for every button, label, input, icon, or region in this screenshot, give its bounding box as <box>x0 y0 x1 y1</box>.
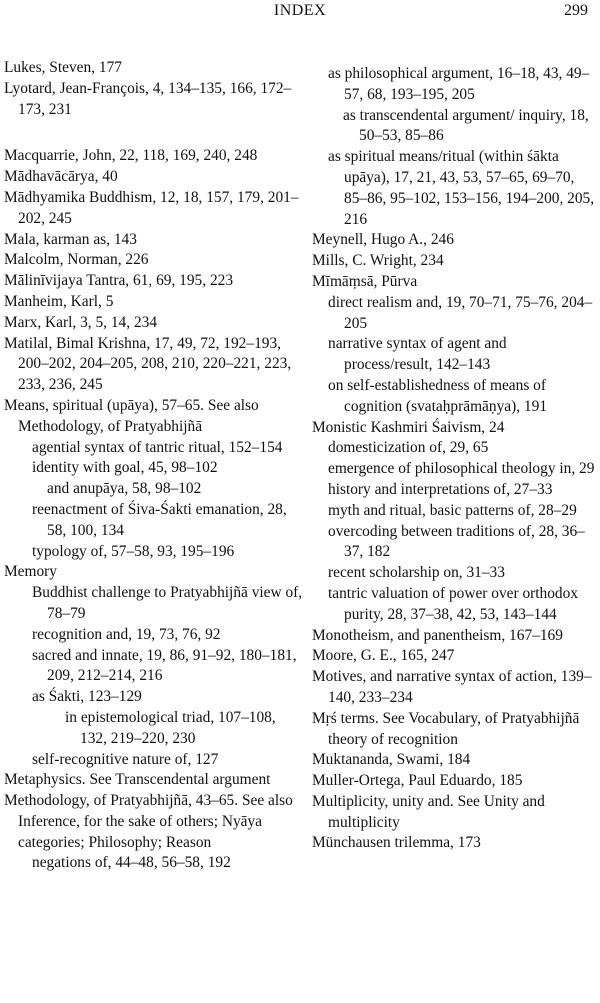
section-gap <box>4 120 304 146</box>
index-subentry: overcoding between traditions of, 28, 36–37, 182 <box>328 522 585 561</box>
index-column-left <box>4 58 304 874</box>
index-entry: Marx, Karl, 3, 5, 14, 234 <box>4 313 158 331</box>
index-entry: Monotheism, and panentheism, 167–169 <box>312 626 563 644</box>
index-entry: Mīmāṃsā, Pūrva <box>312 272 418 290</box>
index-entry: Matilal, Bimal Krishna, 17, 49, 72, 192–193, 200–202, 204–205, 208, 210, 220–221, 223, 233, 236, 245 <box>4 334 292 394</box>
index-entry: Mādhyamika Buddhism, 12, 18, 157, 179, 201–202, 245 <box>4 188 299 227</box>
index-subentry: narrative syntax of agent and process/result, 142–143 <box>328 335 507 374</box>
index-subentry: reenactment of Śiva-Śakti emanation, 28, 58, 100, 134 <box>32 500 287 539</box>
index-subentry: as philosophical argument, 16–18, 43, 49–57, 68, 193–195, 205 <box>328 65 590 103</box>
index-entry: Mala, karman as, 143 <box>4 230 137 248</box>
index-subentry: agential syntax of tantric ritual, 152–154 <box>32 438 283 456</box>
index-entry: Münchausen trilemma, 173 <box>312 834 481 852</box>
index-column-right <box>312 64 596 854</box>
index-entry: Multiplicity, unity and. See Unity and multiplicity <box>312 792 545 831</box>
index-subentry: Buddhist challenge to Pratyabhijñā view of, 78–79 <box>32 584 303 622</box>
index-entry: Methodology, of Pratyabhijñā, 43–65. See also Inference, for the sake of others; Nyāya categories; Philosophy; Reason <box>4 792 293 851</box>
running-head: INDEX <box>273 2 327 19</box>
index-entry: Moore, G. E., 165, 247 <box>312 647 455 665</box>
index-subentry: typology of, 57–58, 93, 195–196 <box>32 542 235 560</box>
index-subentry: history and interpretations of, 27–33 <box>328 480 553 498</box>
index-entry: Manheim, Karl, 5 <box>4 292 114 310</box>
index-entry: Malcolm, Norman, 226 <box>4 251 149 269</box>
index-subentry: negations of, 44–48, 56–58, 192 <box>32 854 231 872</box>
index-entry: Mills, C. Wright, 234 <box>312 252 444 270</box>
index-entry: Meynell, Hugo A., 246 <box>312 231 454 249</box>
index-entry: Motives, and narrative syntax of action, 139–140, 233–234 <box>312 668 592 706</box>
index-subentry: self-recognitive nature of, 127 <box>32 750 219 768</box>
index-subentry: identity with goal, 45, 98–102 <box>32 459 218 477</box>
index-entry: Macquarrie, John, 22, 118, 169, 240, 248 <box>4 147 258 165</box>
index-subentry: sacred and innate, 19, 86, 91–92, 180–181, 209, 212–214, 216 <box>32 646 297 685</box>
index-subentry: as Śakti, 123–129 <box>32 688 142 706</box>
index-subentry: on self-establishedness of means of cognition (svataḥprāmāṇya), 191 <box>328 376 548 415</box>
index-subentry: myth and ritual, basic patterns of, 28–29 <box>328 501 577 519</box>
index-subentry: emergence of philosophical theology in, 29 <box>328 460 595 478</box>
index-entry: Memory <box>4 563 58 581</box>
index-entry: Mādhavācārya, 40 <box>4 168 118 186</box>
page-number: 299 <box>564 2 588 19</box>
index-subentry: in epistemological triad, 107–108, 132, 219–220, 230 <box>65 708 276 747</box>
index-subentry: and anupāya, 58, 98–102 <box>47 480 202 498</box>
index-entry: Monistic Kashmiri Śaivism, 24 <box>312 418 505 436</box>
index-entry: Mṛś terms. See Vocabulary, of Pratyabhijñā theory of recognition <box>312 709 580 748</box>
index-entry: Muller-Ortega, Paul Eduardo, 185 <box>312 772 523 790</box>
index-entry: Mālinīvijaya Tantra, 61, 69, 195, 223 <box>4 272 234 290</box>
index-entry: Means, spiritual (upāya), 57–65. See also Methodology, of Pratyabhijñā <box>4 396 259 435</box>
index-entry: Lukes, Steven, 177 <box>4 59 122 76</box>
index-subentry: recent scholarship on, 31–33 <box>328 564 505 582</box>
index-subentry: domesticization of, 29, 65 <box>328 439 489 457</box>
index-subentry: recognition and, 19, 73, 76, 92 <box>32 625 221 643</box>
index-subentry: direct realism and, 19, 70–71, 75–76, 204–205 <box>328 293 593 332</box>
index-entry: Metaphysics. See Transcendental argument <box>4 771 271 789</box>
index-entry: Muktananda, Swami, 184 <box>312 751 471 769</box>
index-entry: Lyotard, Jean-François, 4, 134–135, 166, 172–173, 231 <box>4 79 292 118</box>
page-header <box>0 2 600 26</box>
index-subentry: as transcendental argument/ inquiry, 18, 50–53, 85–86 <box>343 106 589 145</box>
index-subentry: tantric valuation of power over orthodox purity, 28, 37–38, 42, 53, 143–144 <box>328 584 579 623</box>
index-subentry: as spiritual means/ritual (within śākta upāya), 17, 21, 43, 53, 57–65, 69–70, 85–86, 95–102, 153–156, 194–200, 205, 216 <box>328 148 595 228</box>
